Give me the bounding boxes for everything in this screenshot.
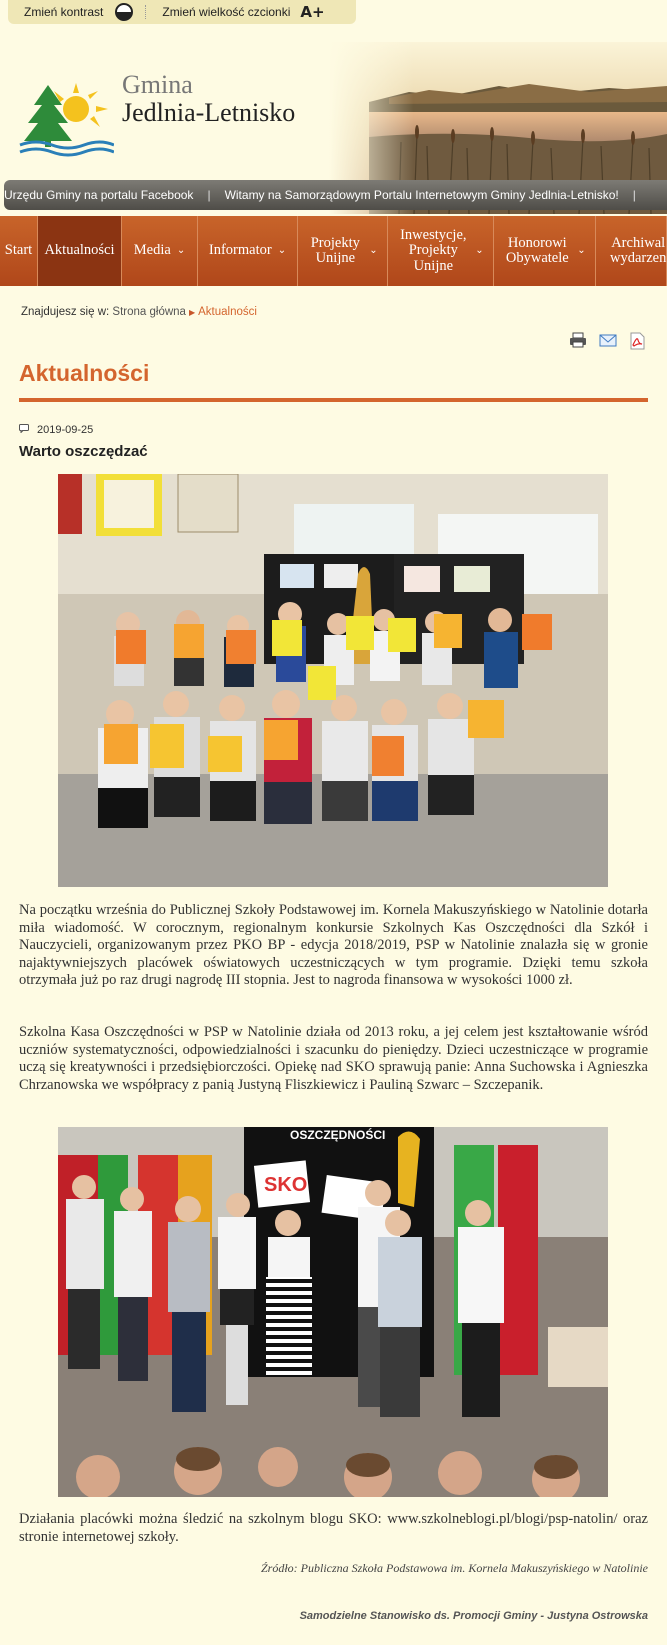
contrast-label: Zmień kontrast: [24, 5, 104, 19]
logo-emblem[interactable]: [18, 79, 114, 164]
logo-text[interactable]: [122, 70, 295, 128]
nav-item-label: Media: [133, 242, 171, 259]
breadcrumb-home-link[interactable]: Strona główna: [112, 306, 186, 318]
chevron-down-icon: ⌄: [577, 244, 586, 256]
logo-line1: Gmina: [122, 70, 193, 99]
chevron-down-icon: ⌄: [475, 244, 484, 256]
logo-line2: Jedlnia-Letnisko: [122, 98, 296, 127]
breadcrumb: [21, 306, 257, 318]
font-size-icon: A+: [300, 3, 325, 21]
nav-item-archiwalne[interactable]: [596, 216, 667, 286]
ticker-separator: |: [632, 188, 636, 202]
sign-banner-text: OSZCZĘDNOŚCI: [290, 1128, 386, 1142]
sign-sko-text: SKO: [264, 1174, 308, 1196]
main-nav: [0, 216, 667, 286]
article-paragraph: Szkolna Kasa Oszczędności w PSP w Natolinie działa od 2013 roku, a jej celem jest kształtowanie wśród uczniów systematyczności, odpowiedzialności i szacunku do pieniędzy. Dzieci uczestniczące w programie uczą się kreatywności i przedsiębiorczości. Opiekę nad SKO sprawują panie: Anna Suchowska i Agnieszka Chrzanowska we współpracy z panią Justyną Fliszkiewicz i Pauliną Szwarc – Szczepanik.: [19, 1024, 648, 1093]
article-title: Warto oszczędzać: [19, 443, 148, 460]
nav-item-aktualnosci[interactable]: [38, 216, 122, 286]
nav-item-projekty-unijne[interactable]: [298, 216, 388, 286]
print-icon[interactable]: [569, 332, 587, 350]
article-photo[interactable]: [58, 1127, 608, 1497]
email-icon[interactable]: [599, 332, 617, 350]
comment-icon: [19, 424, 29, 436]
nav-item-inwestycje[interactable]: [388, 216, 494, 286]
nav-item-label: Inwestycje, Projekty Unijne: [400, 227, 467, 274]
article-source: Źródło: Publiczna Szkoła Podstawowa im. Kornela Makuszyńskiego w Natolinie: [261, 1561, 648, 1575]
nav-item-label: Start: [4, 242, 33, 259]
chevron-down-icon: ⌄: [277, 244, 287, 256]
news-ticker: [4, 180, 667, 210]
article-photo[interactable]: [58, 474, 608, 887]
pdf-icon[interactable]: [629, 332, 645, 350]
article-tools: [569, 332, 645, 350]
title-underline: [19, 398, 648, 402]
arrow-right-icon: ▶: [188, 308, 196, 317]
ticker-item[interactable]: Urzędu Gminy na portalu Facebook: [4, 188, 194, 202]
nav-item-label: Projekty Unijne: [310, 234, 360, 266]
nav-item-start[interactable]: [0, 216, 38, 286]
contrast-toggle[interactable]: [8, 0, 145, 24]
breadcrumb-prefix: Znajdujesz się w:: [21, 306, 110, 318]
nav-item-label: Honorowi Obywatele: [505, 234, 569, 266]
font-size-toggle[interactable]: [146, 0, 336, 24]
nav-item-label: Aktualności: [44, 242, 115, 259]
ticker-item[interactable]: Witamy na Samorządowym Portalu Internetowym Gminy Jedlnia-Letnisko!: [224, 188, 619, 202]
nav-item-informator[interactable]: [198, 216, 298, 286]
nav-item-media[interactable]: [122, 216, 198, 286]
article-date-text: 2019-09-25: [37, 424, 94, 436]
chevron-down-icon: ⌄: [176, 244, 186, 256]
nav-item-honorowi-obywatele[interactable]: [494, 216, 596, 286]
ticker-separator: |: [207, 188, 211, 202]
article-paragraph: Na początku września do Publicznej Szkoły Podstawowej im. Kornela Makuszyńskiego w Natolinie dotarła miła wiadomość. W corocznym, regionalnym konkursie Szkolnych Kas Oszczędności dla Szkół i Nauczycieli, organizowanym przez PKO BP - edycja 2018/2019, PSP w Natolinie znalazła się w gronie najaktywniejszych placówek oświatowych uczestniczących w tym programie. Dzięki temu szkoła otrzymała już po raz drugi nagrodę III stopnia. Jest to nagroda finansowa w wysokości 1000 zł.: [19, 902, 648, 988]
article-paragraph: Działania placówki można śledzić na szkolnym blogu SKO: www.szkolneblogi.pl/blogi/psp-natolin/ oraz stronie internetowej szkoły.: [19, 1511, 648, 1545]
font-size-label: Zmień wielkość czcionki: [162, 5, 291, 19]
chevron-down-icon: ⌄: [369, 244, 378, 256]
nav-item-label: Informator: [208, 242, 272, 259]
nav-item-label: Archiwal wydarzen: [610, 234, 667, 266]
accessibility-bar: [8, 0, 356, 24]
page-title: Aktualności: [19, 360, 150, 386]
contrast-icon: [115, 3, 133, 21]
breadcrumb-current[interactable]: Aktualności: [198, 306, 257, 318]
article-date: [19, 424, 93, 436]
article-author: Samodzielne Stanowisko ds. Promocji Gminy - Justyna Ostrowska: [299, 1610, 648, 1622]
